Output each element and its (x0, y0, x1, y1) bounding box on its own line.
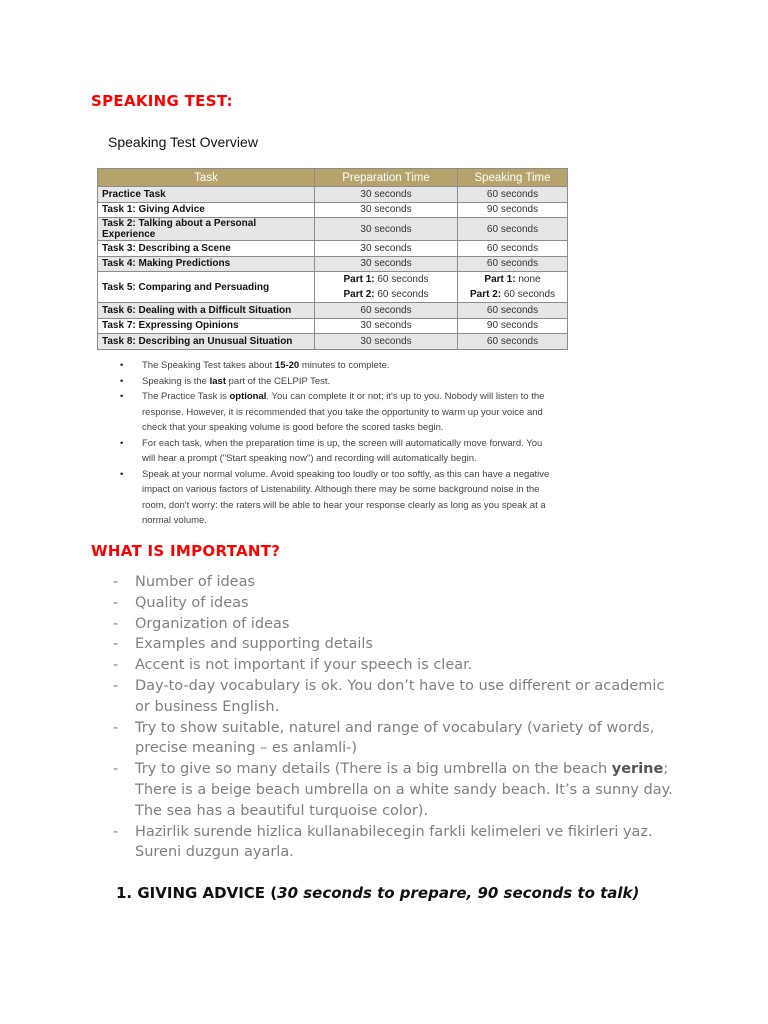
task-cell: Task 1: Giving Advice (98, 202, 315, 218)
speak-cell: 60 seconds (458, 334, 568, 350)
list-item: - Quality of ideas (113, 594, 249, 611)
table-header-row (98, 169, 568, 187)
list-item: • For each task, when the preparation time is up, the screen will automatically move forward. You will hear a prompt ("Start speaking now") and recording will automatically begin. (120, 437, 543, 464)
list-item: - Try to give so many details (There is a big umbrella on the beach yerine; There is a beige beach umbrella on a white sandy beach. It’s a sunny day. The sea has a beautiful turquoise color). (113, 761, 673, 819)
speak-cell: 60 seconds (458, 241, 568, 257)
speak-cell: Part 1: none Part 2: 60 seconds (458, 272, 568, 303)
table-row (98, 187, 568, 203)
list-item: - Try to show suitable, naturel and range of vocabulary (variety of words, precise meaning – es anlamli-) (113, 719, 655, 757)
speak-cell: 90 seconds (458, 318, 568, 334)
speak-cell: 60 seconds (458, 187, 568, 203)
prep-cell: Part 1: 60 seconds Part 2: 60 seconds (315, 272, 458, 303)
list-item: • Speaking is the last part of the CELPIP Test. (120, 375, 331, 387)
table-row (98, 272, 568, 303)
prep-cell: 30 seconds (315, 318, 458, 334)
list-item: • Speak at your normal volume. Avoid speaking too loudly or too softly, as this can have a negative impact on various factors of Listenability. Although there may be some background noise in the room, don't worry: the raters will be able to hear your response clearly as long as you speak at a normal volume. (120, 468, 550, 526)
section-heading-giving-advice: 1. GIVING ADVICE (30 seconds to prepare, 90 seconds to talk) (116, 884, 640, 902)
task-cell: Task 2: Talking about a Personal Experience (98, 218, 315, 241)
task-cell: Task 4: Making Predictions (98, 256, 315, 272)
list-item: • The Practice Task is optional. You can complete it or not; it's up to you. Nobody will listen to the response. However, it is recommended that you take the opportunity to warm up your voice and check that your speaking volume is good before the scored tasks begin. (120, 391, 545, 433)
speak-cell: 60 seconds (458, 218, 568, 241)
list-item: - Day-to-day vocabulary is ok. You don’t have to use different or academic or business English. (113, 677, 665, 715)
list-item: - Organization of ideas (113, 615, 290, 632)
table-row (98, 202, 568, 218)
speak-cell: 90 seconds (458, 202, 568, 218)
task-cell: Practice Task (98, 187, 315, 203)
overview-title: Speaking Test Overview (108, 134, 258, 150)
list-item: - Accent is not important if your speech is clear. (113, 657, 473, 674)
prep-cell: 30 seconds (315, 334, 458, 350)
list-item: - Examples and supporting details (113, 636, 373, 653)
speaking-test-heading: SPEAKING TEST: (91, 92, 233, 110)
overview-table (97, 168, 568, 350)
table-row (98, 303, 568, 319)
task-cell: Task 6: Dealing with a Difficult Situation (98, 303, 315, 319)
header-speak: Speaking Time (458, 169, 568, 187)
header-task: Task (98, 169, 315, 187)
prep-cell: 30 seconds (315, 202, 458, 218)
speak-cell: 60 seconds (458, 303, 568, 319)
prep-cell: 60 seconds (315, 303, 458, 319)
what-is-important-heading: WHAT IS IMPORTANT? (91, 542, 281, 560)
task-cell: Task 8: Describing an Unusual Situation (98, 334, 315, 350)
list-item: - Hazirlik surende hizlica kullanabilecegin farkli kelimeleri ve fikirleri yaz. Sureni duzgun ayarla. (113, 823, 653, 861)
speak-cell: 60 seconds (458, 256, 568, 272)
table-row (98, 241, 568, 257)
task-cell: Task 7: Expressing Opinions (98, 318, 315, 334)
table-row (98, 218, 568, 241)
prep-cell: 30 seconds (315, 218, 458, 241)
list-item: - Number of ideas (113, 574, 256, 590)
task-cell: Task 5: Comparing and Persuading (98, 272, 315, 303)
table-row (98, 318, 568, 334)
task-cell: Task 3: Describing a Scene (98, 241, 315, 257)
table-row (98, 334, 568, 350)
prep-cell: 30 seconds (315, 187, 458, 203)
list-item: • The Speaking Test takes about 15-20 minutes to complete. (120, 360, 390, 371)
header-prep: Preparation Time (315, 169, 458, 187)
overview-bullet-list (118, 358, 558, 529)
table-row (98, 256, 568, 272)
important-list (113, 572, 683, 863)
prep-cell: 30 seconds (315, 241, 458, 257)
prep-cell: 30 seconds (315, 256, 458, 272)
